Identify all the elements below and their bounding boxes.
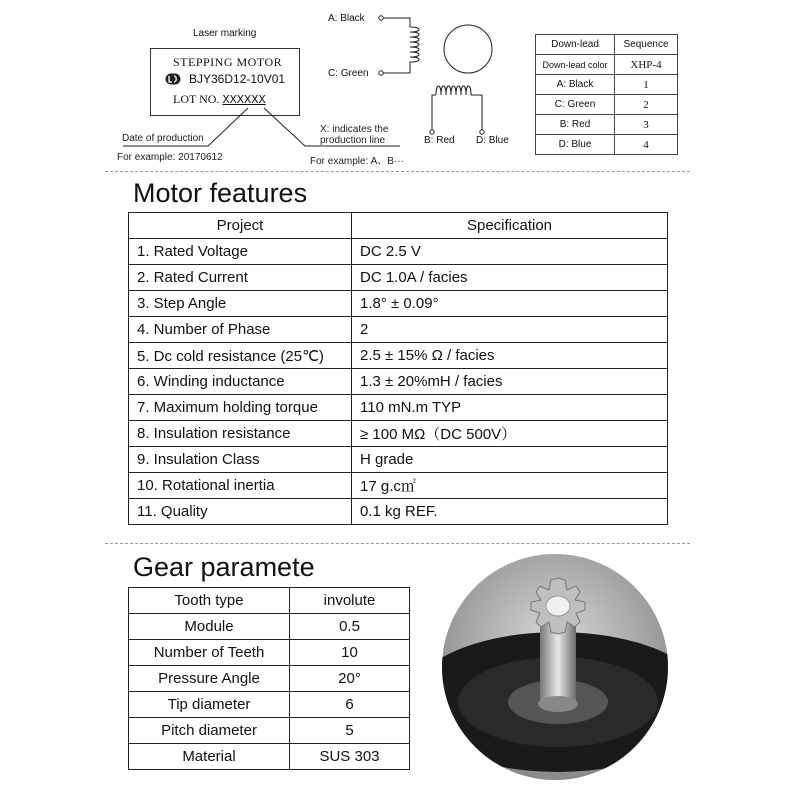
table-cell: 1.3 ± 20%mH / facies bbox=[352, 369, 668, 395]
table-cell: DC 2.5 V bbox=[352, 239, 668, 265]
table-row bbox=[129, 588, 410, 614]
table-cell: H grade bbox=[352, 447, 668, 473]
table-cell: Pressure Angle bbox=[129, 666, 290, 692]
production-line-example: For example: A、B··· bbox=[310, 156, 404, 167]
table-cell: Tip diameter bbox=[129, 692, 290, 718]
table-cell: 7. Maximum holding torque bbox=[129, 395, 352, 421]
table-row bbox=[536, 135, 678, 155]
wire-label-a: A: Black bbox=[328, 13, 365, 24]
table-row bbox=[129, 317, 668, 343]
gear-parameters-heading: Gear paramete bbox=[133, 552, 315, 582]
table-cell: 2. Rated Current bbox=[129, 265, 352, 291]
table-cell: Number of Teeth bbox=[129, 640, 290, 666]
table-row bbox=[129, 343, 668, 369]
table-row bbox=[129, 666, 410, 692]
table-cell: 4 bbox=[615, 135, 678, 155]
table-cell: 10. Rotational inertia bbox=[129, 473, 352, 499]
table-cell: B: Red bbox=[536, 115, 615, 135]
table-cell: Module bbox=[129, 614, 290, 640]
table-row bbox=[129, 265, 668, 291]
lead-sequence-table bbox=[535, 34, 678, 155]
table-row bbox=[536, 95, 678, 115]
label-lot-code: XXXXXX bbox=[222, 93, 266, 107]
winding-diagram bbox=[370, 5, 510, 145]
gear-parameters-table bbox=[128, 587, 410, 770]
laser-marking-title: Laser marking bbox=[193, 28, 257, 39]
table-cell: DC 1.0A / facies bbox=[352, 265, 668, 291]
table-cell: Down-lead color bbox=[536, 55, 615, 75]
table-cell: SUS 303 bbox=[290, 744, 410, 770]
section-divider bbox=[105, 543, 690, 544]
table-cell: 5. Dc cold resistance (25℃) bbox=[129, 343, 352, 369]
table-header-lead: Down-lead bbox=[536, 35, 615, 55]
section-divider bbox=[105, 171, 690, 172]
table-cell: Material bbox=[129, 744, 290, 770]
table-row bbox=[536, 35, 678, 55]
table-cell: 1 bbox=[615, 75, 678, 95]
table-row bbox=[129, 421, 668, 447]
wire-label-b: B: Red bbox=[424, 135, 455, 146]
table-row bbox=[129, 447, 668, 473]
table-cell: 3 bbox=[615, 115, 678, 135]
table-row bbox=[129, 369, 668, 395]
table-cell: 9. Insulation Class bbox=[129, 447, 352, 473]
table-row bbox=[536, 75, 678, 95]
table-cell: 8. Insulation resistance bbox=[129, 421, 352, 447]
label-product-name: STEPPING MOTOR bbox=[173, 55, 283, 69]
table-row bbox=[129, 499, 668, 525]
production-line-caption-2: production line bbox=[320, 135, 386, 146]
table-cell: 6 bbox=[290, 692, 410, 718]
table-cell: ≥ 100 MΩ（DC 500V） bbox=[352, 421, 668, 447]
table-row bbox=[536, 55, 678, 75]
production-line-caption-1: X: indicates the bbox=[320, 124, 389, 135]
table-cell: 6. Winding inductance bbox=[129, 369, 352, 395]
table-row bbox=[129, 640, 410, 666]
table-cell: 3. Step Angle bbox=[129, 291, 352, 317]
date-example: For example: 20170612 bbox=[117, 152, 223, 163]
table-cell: 2 bbox=[615, 95, 678, 115]
table-row bbox=[129, 395, 668, 421]
table-row bbox=[129, 692, 410, 718]
table-header-row bbox=[129, 213, 668, 239]
table-cell: 2.5 ± 15% Ω / facies bbox=[352, 343, 668, 369]
table-cell: D: Blue bbox=[536, 135, 615, 155]
table-row bbox=[536, 115, 678, 135]
table-cell: 0.5 bbox=[290, 614, 410, 640]
table-cell: A: Black bbox=[536, 75, 615, 95]
table-row bbox=[129, 718, 410, 744]
table-row bbox=[129, 473, 668, 499]
table-cell: 17 g.c㎡ bbox=[352, 473, 668, 499]
motor-features-table bbox=[128, 212, 668, 525]
table-cell: 2 bbox=[352, 317, 668, 343]
table-cell: 110 mN.m TYP bbox=[352, 395, 668, 421]
wire-label-c: C: Green bbox=[328, 68, 369, 79]
table-cell: 20° bbox=[290, 666, 410, 692]
table-cell: Pitch diameter bbox=[129, 718, 290, 744]
table-header-specification: Specification bbox=[352, 213, 668, 239]
table-row bbox=[129, 239, 668, 265]
table-cell: 11. Quality bbox=[129, 499, 352, 525]
date-of-production-caption: Date of production bbox=[122, 133, 204, 144]
table-row bbox=[129, 744, 410, 770]
table-cell: C: Green bbox=[536, 95, 615, 115]
table-cell: 10 bbox=[290, 640, 410, 666]
motor-features-heading: Motor features bbox=[133, 178, 308, 208]
table-cell: involute bbox=[290, 588, 410, 614]
table-cell: 1. Rated Voltage bbox=[129, 239, 352, 265]
table-cell: 5 bbox=[290, 718, 410, 744]
label-lot-label: LOT NO. bbox=[173, 92, 220, 106]
table-cell: 4. Number of Phase bbox=[129, 317, 352, 343]
table-cell: 1.8° ± 0.09° bbox=[352, 291, 668, 317]
wire-label-d: D: Blue bbox=[476, 135, 509, 146]
table-header-project: Project bbox=[129, 213, 352, 239]
table-cell: Tooth type bbox=[129, 588, 290, 614]
table-row bbox=[129, 614, 410, 640]
label-model-number: BJY36D12-10V01 bbox=[189, 72, 286, 86]
gear-photo bbox=[440, 552, 670, 782]
table-cell: XHP-4 bbox=[615, 55, 678, 75]
table-cell: 0.1 kg REF. bbox=[352, 499, 668, 525]
table-row bbox=[129, 291, 668, 317]
table-header-sequence: Sequence bbox=[615, 35, 678, 55]
